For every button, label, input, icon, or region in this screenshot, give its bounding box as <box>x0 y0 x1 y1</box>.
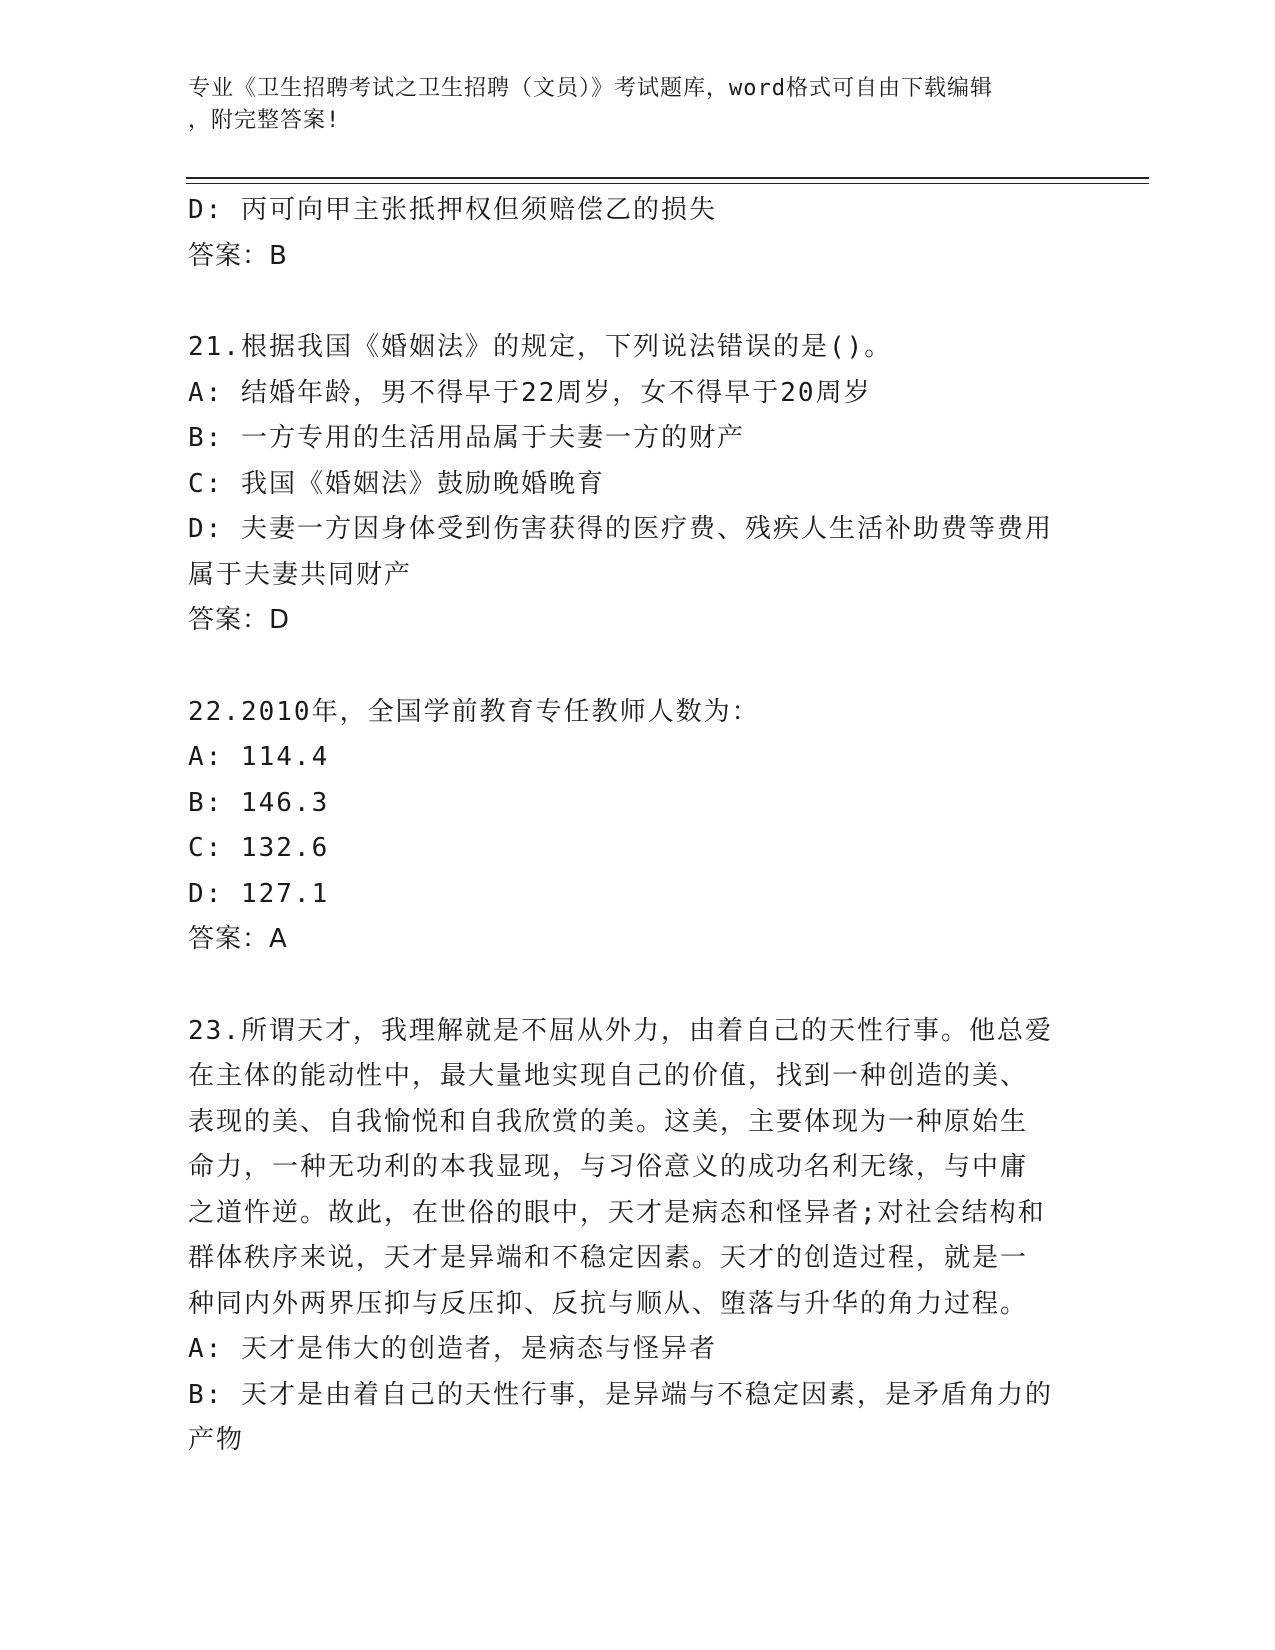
question-stem-line-2: 在主体的能动性中，最大量地实现自己的价值，找到一种创造的美、 <box>188 1061 1029 1091</box>
option-b: B: 146.3 <box>188 787 330 818</box>
question-stem-line-1: 23.所谓天才，我理解就是不屈从外力，由着自己的天性行事。他总爱 <box>188 1015 1053 1046</box>
answer-line: 答案：A <box>188 924 288 954</box>
option-a: A: 114.4 <box>188 742 330 772</box>
question-stem: 22.2010年，全国学前教育专任教师人数为： <box>188 696 760 727</box>
option-d: D: 丙可向甲主张抵押权但须赔偿乙的损失 <box>188 195 717 225</box>
option-b-line-2: 产物 <box>188 1425 245 1455</box>
header-line-2: ，附完整答案! <box>188 108 341 133</box>
previous-question-tail <box>188 188 1088 279</box>
header-line-1: 专业《卫生招聘考试之卫生招聘（文员）》考试题库，word格式可自由下载编辑 <box>188 76 993 101</box>
option-c: C: 132.6 <box>188 833 330 863</box>
question-23 <box>188 1009 1088 1464</box>
document-body <box>188 188 1088 1464</box>
question-stem-line-7: 种同内外两界压抑与反压抑、反抗与顺从、堕落与升华的角力过程。 <box>188 1288 1029 1319</box>
answer-line: 答案：D <box>188 605 291 635</box>
option-b: B: 一方专用的生活用品属于夫妻一方的财产 <box>188 423 745 453</box>
option-b-line-1: B: 天才是由着自己的天性行事，是异端与不稳定因素，是矛盾角力的 <box>188 1379 1053 1410</box>
option-a: A: 结婚年龄，男不得早于22周岁，女不得早于20周岁 <box>188 377 872 408</box>
question-stem-line-5: 之道忤逆。故此，在世俗的眼中，天才是病态和怪异者;对社会结构和 <box>188 1197 1046 1228</box>
question-stem-line-3: 表现的美、自我愉悦和自我欣赏的美。这美，主要体现为一种原始生 <box>188 1106 1029 1137</box>
question-stem-line-6: 群体秩序来说，天才是异端和不稳定因素。天才的创造过程，就是一 <box>188 1243 1029 1273</box>
document-header <box>188 73 1068 137</box>
option-d-line-2: 属于夫妻共同财产 <box>188 559 413 590</box>
question-stem: 21.根据我国《婚姻法》的规定，下列说法错误的是()。 <box>188 332 893 362</box>
question-21 <box>188 325 1088 644</box>
question-22 <box>188 690 1088 963</box>
option-a: A: 天才是伟大的创造者，是病态与怪异者 <box>188 1334 717 1364</box>
question-stem-line-4: 命力，一种无功利的本我显现，与习俗意义的成功名利无缘，与中庸 <box>188 1152 1029 1182</box>
option-d-line-1: D: 夫妻一方因身体受到伤害获得的医疗费、残疾人生活补助费等费用 <box>188 514 1053 544</box>
header-divider-thin <box>186 183 1149 184</box>
option-d: D: 127.1 <box>188 878 330 909</box>
header-divider-thick <box>186 177 1149 179</box>
answer-line: 答案：B <box>188 240 288 271</box>
option-c: C: 我国《婚姻法》鼓励晚婚晚育 <box>188 468 605 499</box>
